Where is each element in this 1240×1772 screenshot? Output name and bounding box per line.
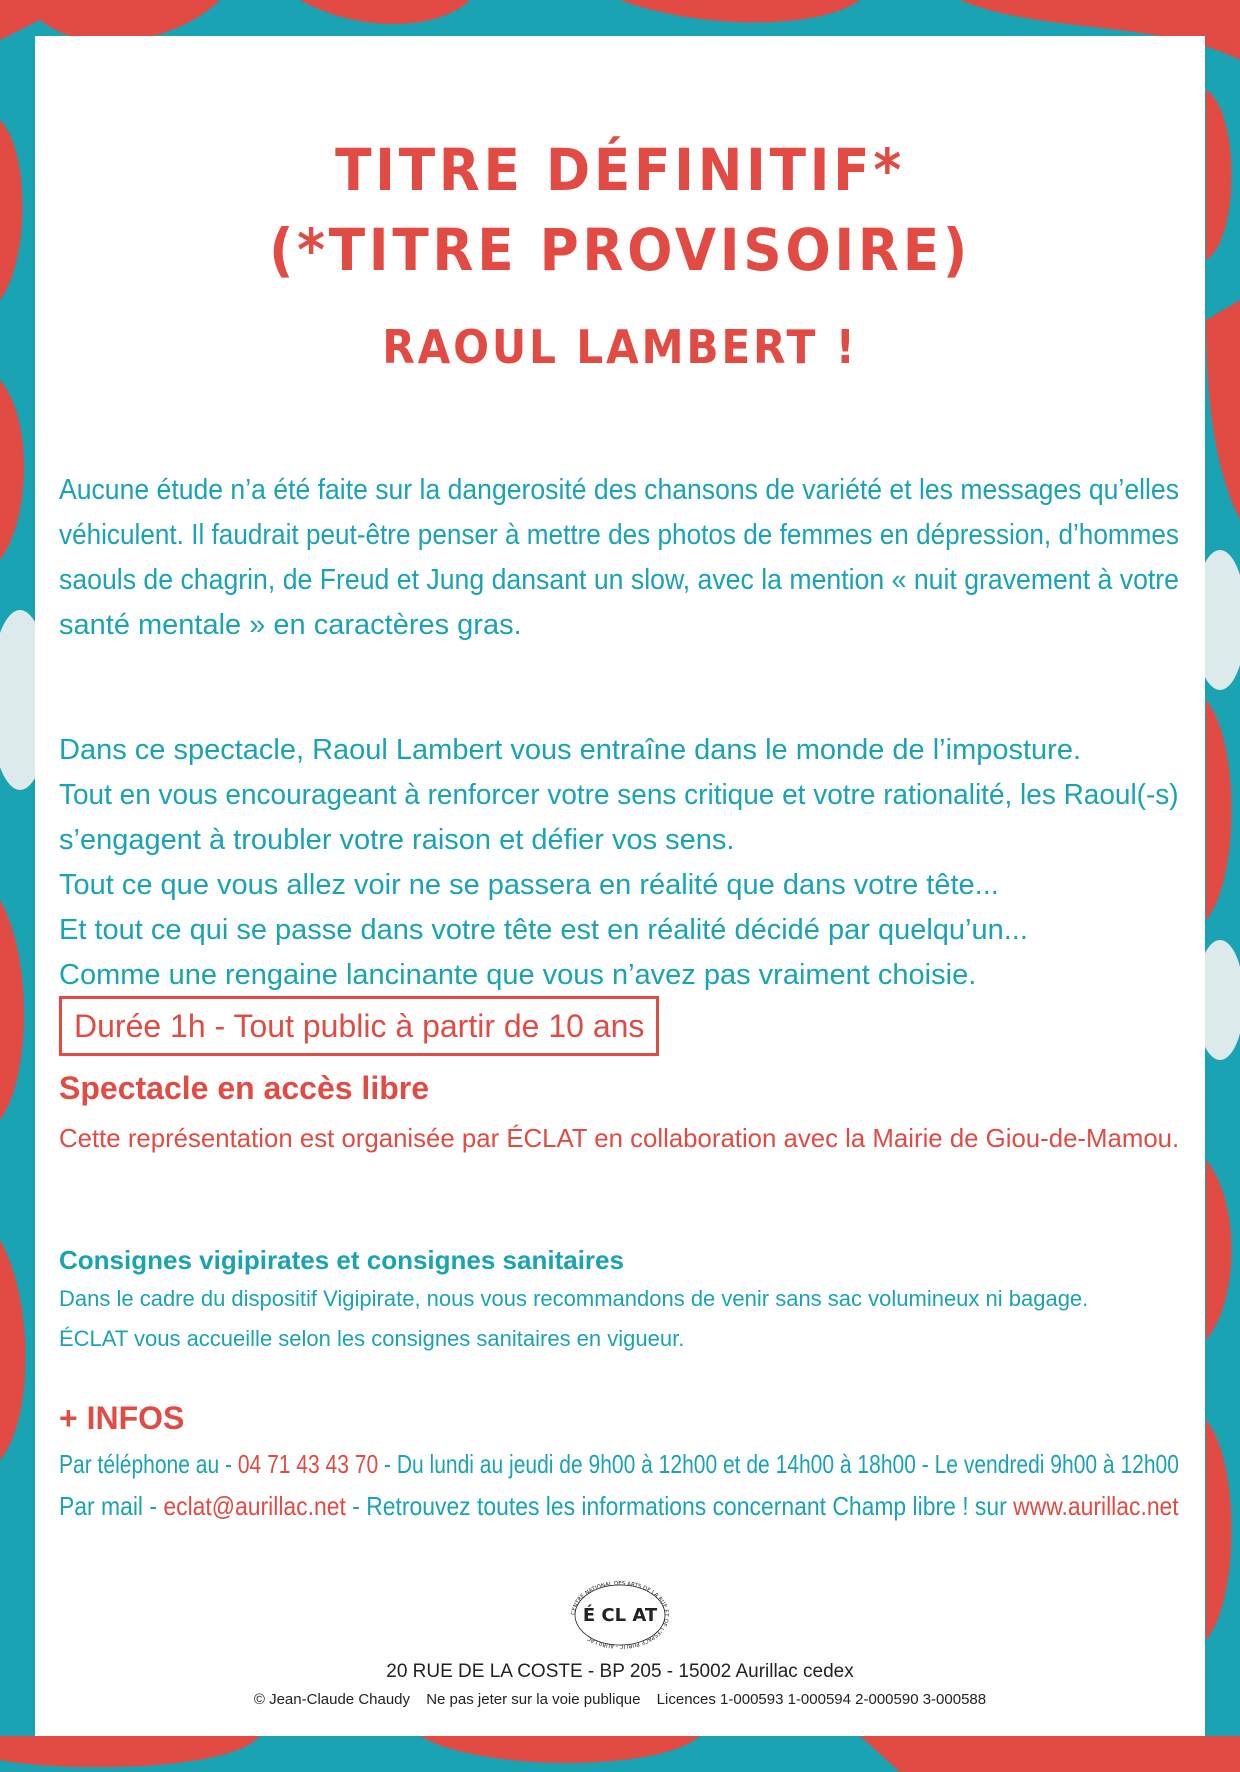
intro-line: Aucune étude n’a été faite sur la dangerosité des chansons de variété et les messages qu’elles [59, 474, 1179, 506]
description-line: Comme une rengaine lancinante que vous n’avez pas vraiment choisie. [59, 959, 977, 991]
description-line: Tout ce que vous allez voir ne se passera en réalité que dans votre tête... [59, 869, 999, 901]
intro-line: véhiculent. Il faudrait peut-être penser à mettre des photos de femmes en dépression, d’hommes [59, 519, 1179, 551]
infos-heading: + INFOS [59, 1400, 185, 1436]
email-link[interactable]: eclat@aurillac.net [163, 1491, 346, 1521]
vigipirate-line-2: ÉCLAT vous accueille selon les consignes sanitaires en vigueur. [59, 1326, 685, 1351]
website-link[interactable]: www.aurillac.net [1013, 1491, 1179, 1521]
title-line-2: (*TITRE PROVISOIRE) [269, 216, 971, 284]
svg-text:É CL AT: É CL AT [582, 1605, 658, 1626]
licences: Licences 1-000593 1-000594 2-000590 3-000588 [656, 1691, 987, 1708]
vigipirate-line-1: Dans le cadre du dispositif Vigipirate, nous vous recommandons de venir sans sac volumineux ni bagage. [59, 1286, 1089, 1311]
phone-line [59, 1444, 1179, 1484]
mail-suffix: - Retrouvez toutes les informations concernant Champ libre ! sur [345, 1491, 1014, 1521]
litter-notice: Ne pas jeter sur la voie publique [426, 1691, 641, 1708]
mail-prefix: Par mail - [59, 1491, 164, 1521]
duration-text: Durée 1h - Tout public à partir de 10 ans [74, 1008, 645, 1044]
phone-number[interactable]: 04 71 43 43 70 [237, 1449, 379, 1479]
access-heading: Spectacle en accès libre [59, 1070, 429, 1106]
intro-paragraph [59, 468, 1179, 648]
vigipirate-heading: Consignes vigipirates et consignes sanitaires [59, 1245, 624, 1275]
company-name: RAOUL LAMBERT ! [382, 320, 858, 374]
description-paragraph [59, 728, 1179, 998]
phone-hours: - Du lundi au jeudi de 9h00 à 12h00 et de 14h00 à 18h00 - Le vendredi 9h00 à 12h00 [378, 1449, 1179, 1479]
intro-line: saouls de chagrin, de Freud et Jung dansant un slow, avec la mention « nuit gravement à votre [59, 564, 1179, 596]
address: 20 RUE DE LA COSTE - BP 205 - 15002 Aurillac cedex [386, 1661, 854, 1682]
poster-sheet [35, 36, 1205, 1736]
mail-line [59, 1486, 1179, 1526]
svg-text:CENTRE NATIONAL DES ARTS DE LA: CENTRE NATIONAL DES ARTS DE LA RUE ET DE L'ESPACE PUBLIC - AURILLAC [570, 1580, 670, 1650]
photo-credit: © Jean-Claude Chaudy [253, 1691, 411, 1708]
duration-box [59, 996, 659, 1056]
description-line: Tout en vous encourageant à renforcer votre sens critique et votre rationalité, les Raoul(-s) [59, 779, 1179, 811]
organisation-text: Cette représentation est organisée par ÉCLAT en collaboration avec la Mairie de Giou-de-Mamou. [59, 1123, 1180, 1153]
footer-legal [35, 1688, 1205, 1712]
description-line: s’engagent à troubler votre raison et défier vos sens. [59, 824, 735, 856]
intro-line: santé mentale » en caractères gras. [59, 609, 522, 641]
eclat-logo [540, 1580, 700, 1650]
phone-prefix: Par téléphone au - [59, 1449, 238, 1479]
title-line-1: TITRE DÉFINITIF* [335, 136, 905, 204]
description-line: Et tout ce qui se passe dans votre tête est en réalité décidé par quelqu’un... [59, 914, 1028, 946]
description-line: Dans ce spectacle, Raoul Lambert vous entraîne dans le monde de l’imposture. [59, 734, 1082, 766]
